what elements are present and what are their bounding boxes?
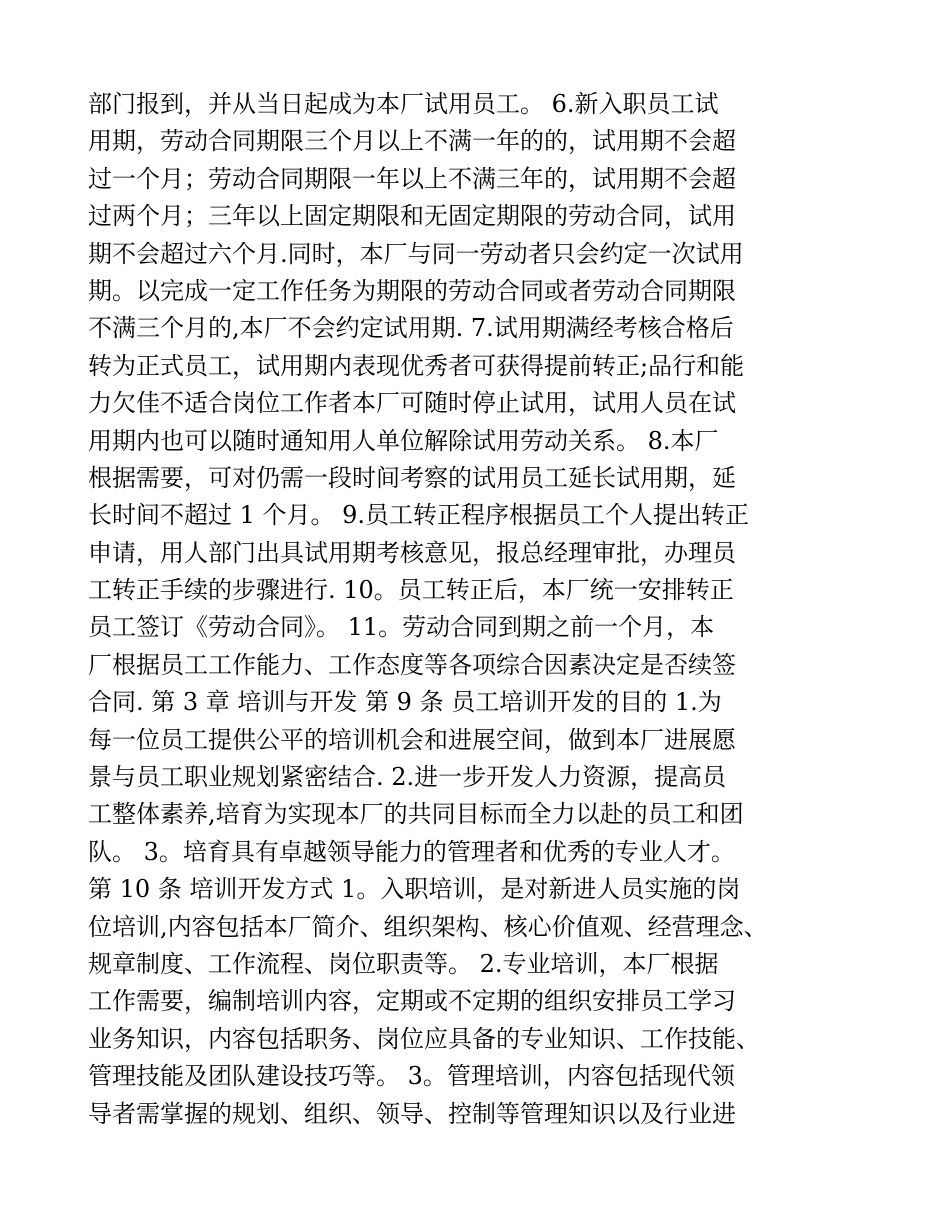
text-line: 期。以完成一定工作任务为期限的劳动合同或者劳动合同期限 [88, 276, 736, 305]
text-line: 工转正手续的步骤进行. 10。员工转正后，本厂统一安排转正 [88, 576, 734, 605]
text-line: 力欠佳不适合岗位工作者本厂可随时停止试用，试用人员在试 [88, 389, 736, 418]
text-line: 用期，劳动合同期限三个月以上不满一年的的，试用期不会超 [88, 127, 736, 156]
text-line: 用期内也可以随时通知用人单位解除试用劳动关系。 8.本厂 [88, 426, 719, 455]
text-line: 申请，用人部门出具试用期考核意见，报总经理审批，办理员 [88, 538, 736, 567]
text-line: 合同. 第 3 章 培训与开发 第 9 条 员工培训开发的目的 1.为 [88, 688, 722, 717]
text-line: 队。 3。培育具有卓越领导能力的管理者和优秀的专业人才。 [88, 837, 735, 866]
text-line: 位培训,内容包括本厂简介、组织架构、核心价值观、经营理念、 [88, 912, 768, 941]
text-line: 工作需要，编制培训内容，定期或不定期的组织安排员工学习 [88, 987, 736, 1016]
text-line: 厂根据员工工作能力、工作态度等各项综合因素决定是否续签 [88, 650, 736, 679]
text-line: 过两个月；三年以上固定期限和无固定期限的劳动合同，试用 [88, 202, 736, 231]
text-line: 期不会超过六个月.同时，本厂与同一劳动者只会约定一次试用 [88, 239, 744, 268]
text-line: 过一个月；劳动合同期限一年以上不满三年的，试用期不会超 [88, 164, 736, 193]
text-line: 导者需掌握的规划、组织、领导、控制等管理知识以及行业进 [88, 1099, 736, 1128]
text-line: 景与员工职业规划紧密结合. 2.进一步开发人力资源，提高员 [88, 763, 727, 792]
text-line: 工整体素养,培育为实现本厂的共同目标而全力以赴的员工和团 [88, 800, 744, 829]
text-line: 规章制度、工作流程、岗位职责等。 2.专业培训，本厂根据 [88, 949, 719, 978]
text-line: 每一位员工提供公平的培训机会和进展空间，做到本厂进展愿 [88, 725, 736, 754]
text-line: 第 10 条 培训开发方式 1。入职培训，是对新进人员实施的岗 [88, 875, 741, 904]
text-line: 不满三个月的,本厂不会约定试用期. 7.试用期满经考核合格后 [88, 314, 734, 343]
text-line: 部门报到，并从当日起成为本厂试用员工。 6.新入职员工试 [88, 90, 719, 118]
text-line: 根据需要，可对仍需一段时间考察的试用员工延长试用期，延 [88, 463, 736, 492]
body-text [88, 86, 868, 1133]
text-line: 转为正式员工，试用期内表现优秀者可获得提前转正;品行和能 [88, 351, 745, 380]
text-line: 长时间不超过 1 个月。 9.员工转正程序根据员工个人提出转正 [88, 501, 750, 530]
text-line: 业务知识，内容包括职务、岗位应具备的专业知识、工作技能、 [88, 1024, 760, 1053]
text-line: 管理技能及团队建设技巧等。 3。管理培训，内容包括现代领 [88, 1062, 735, 1091]
text-line: 员工签订《劳动合同》。 11。劳动合同到期之前一个月，本 [88, 613, 715, 642]
